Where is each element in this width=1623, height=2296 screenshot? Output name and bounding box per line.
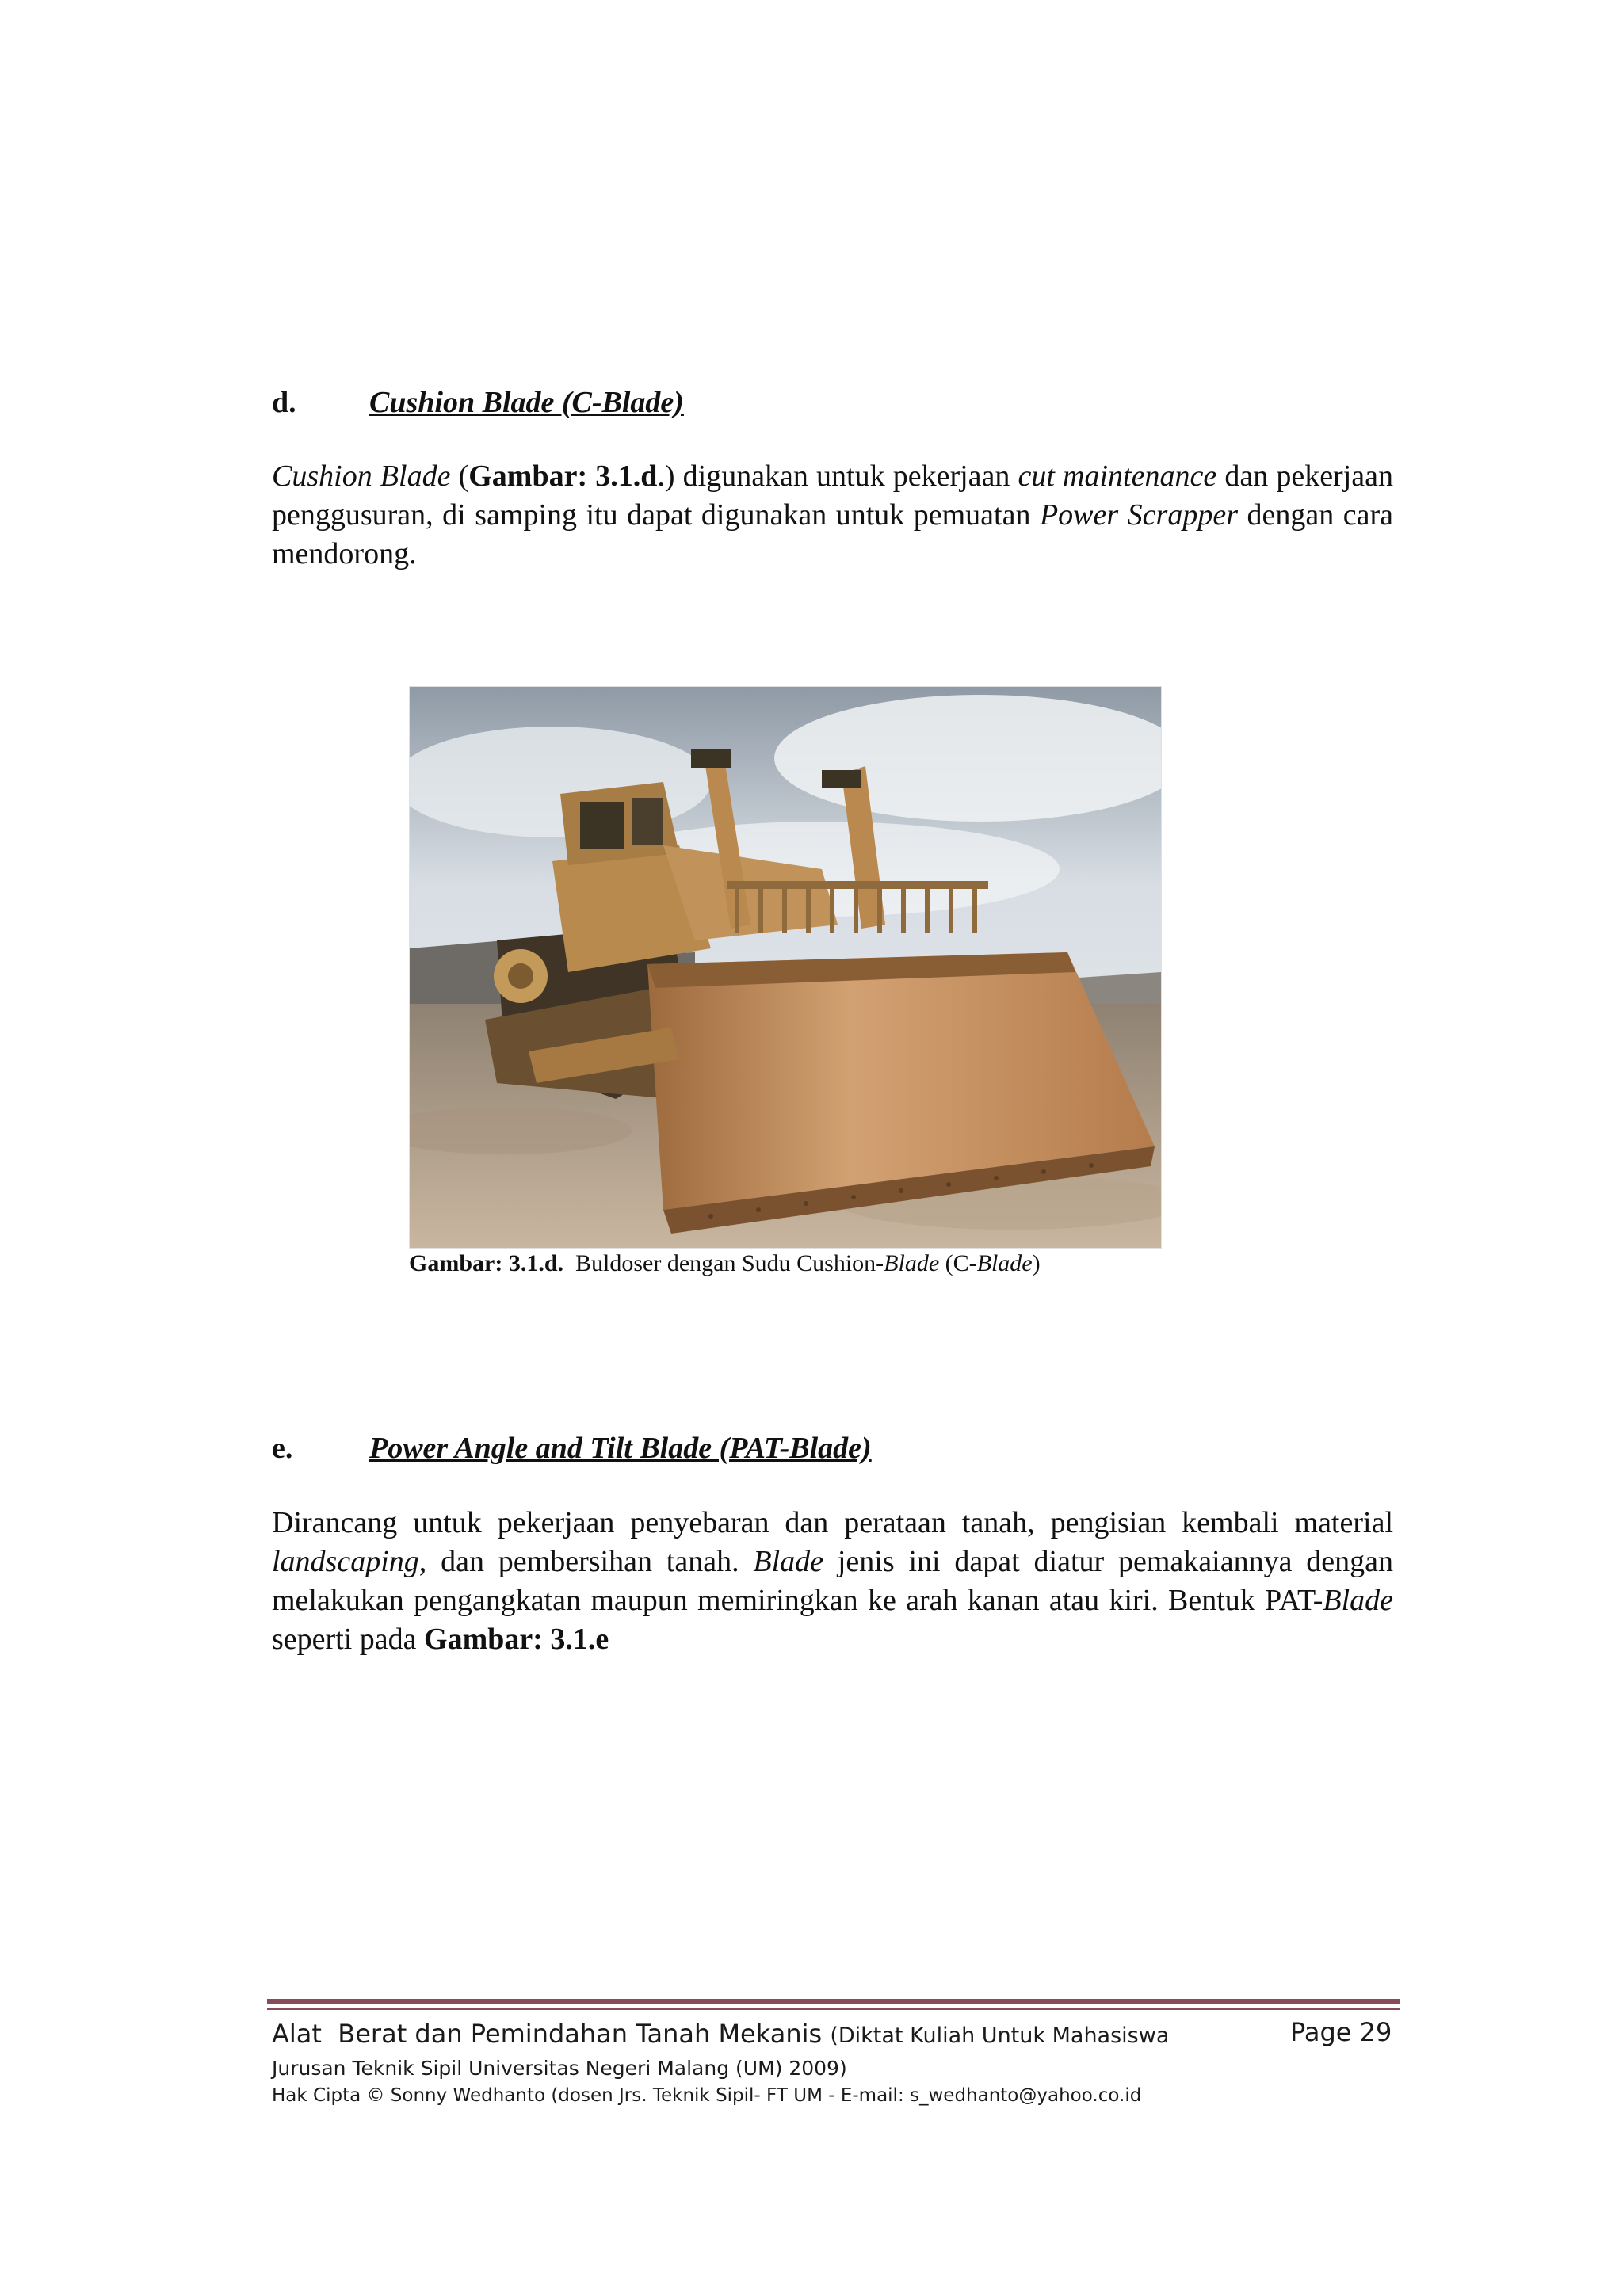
figure-reference-e: Gambar: 3.1.e xyxy=(424,1623,609,1656)
term-landscaping: landscaping xyxy=(272,1545,419,1578)
page-number: Page 29 xyxy=(1290,2017,1392,2047)
figure-reference: Gambar: 3.1.d xyxy=(468,460,658,493)
bulldozer-photo xyxy=(409,686,1162,1249)
footer-line-1: Alat Berat dan Pemindahan Tanah Mekanis (Diktat Kuliah Untuk Mahasiswa xyxy=(272,2019,1170,2049)
section-e-letter: e. xyxy=(272,1432,293,1465)
footer-line-2: Jurusan Teknik Sipil Universitas Negeri Malang (UM) 2009) xyxy=(272,2057,847,2080)
term-cushion-blade: Cushion Blade xyxy=(272,460,451,493)
section-e-paragraph: Dirancang untuk pekerjaan penyebaran dan perataan tanah, pengisian kembali material landscaping, dan pembersihan tanah. Blade jenis ini dapat diatur pemakaiannya dengan melakukan pengangkatan maupun memiringkan ke arah kanan atau kiri. Bentuk PAT-Blade seperti pada Gambar: 3.1.e xyxy=(272,1506,1393,1656)
section-d-paragraph: Cushion Blade (Gambar: 3.1.d.) digunakan untuk pekerjaan cut maintenance dan pekerjaan penggusuran, di samping itu dapat digunakan untuk pemuatan Power Scrapper dengan cara mendorong. xyxy=(272,460,1393,570)
term-cut-maintenance: cut maintenance xyxy=(1018,460,1217,493)
footer-rule-thin xyxy=(267,2008,1400,2010)
caption-figure-number: Gambar: 3.1.d. xyxy=(409,1250,563,1276)
section-d-letter: d. xyxy=(272,386,296,419)
section-d-title: Cushion Blade (C-Blade) xyxy=(369,386,684,419)
footer-rule-thick xyxy=(267,1999,1400,2004)
figure-caption: Gambar: 3.1.d. Buldoser dengan Sudu Cushion-Blade (C-Blade) xyxy=(409,1250,1041,1276)
term-power-scrapper: Power Scrapper xyxy=(1039,498,1238,532)
footer-line-3: Hak Cipta © Sonny Wedhanto (dosen Jrs. Teknik Sipil- FT UM - E-mail: s_wedhanto@yahoo.co.id xyxy=(272,2085,1142,2106)
section-e-title: Power Angle and Tilt Blade (PAT-Blade) xyxy=(369,1432,872,1465)
